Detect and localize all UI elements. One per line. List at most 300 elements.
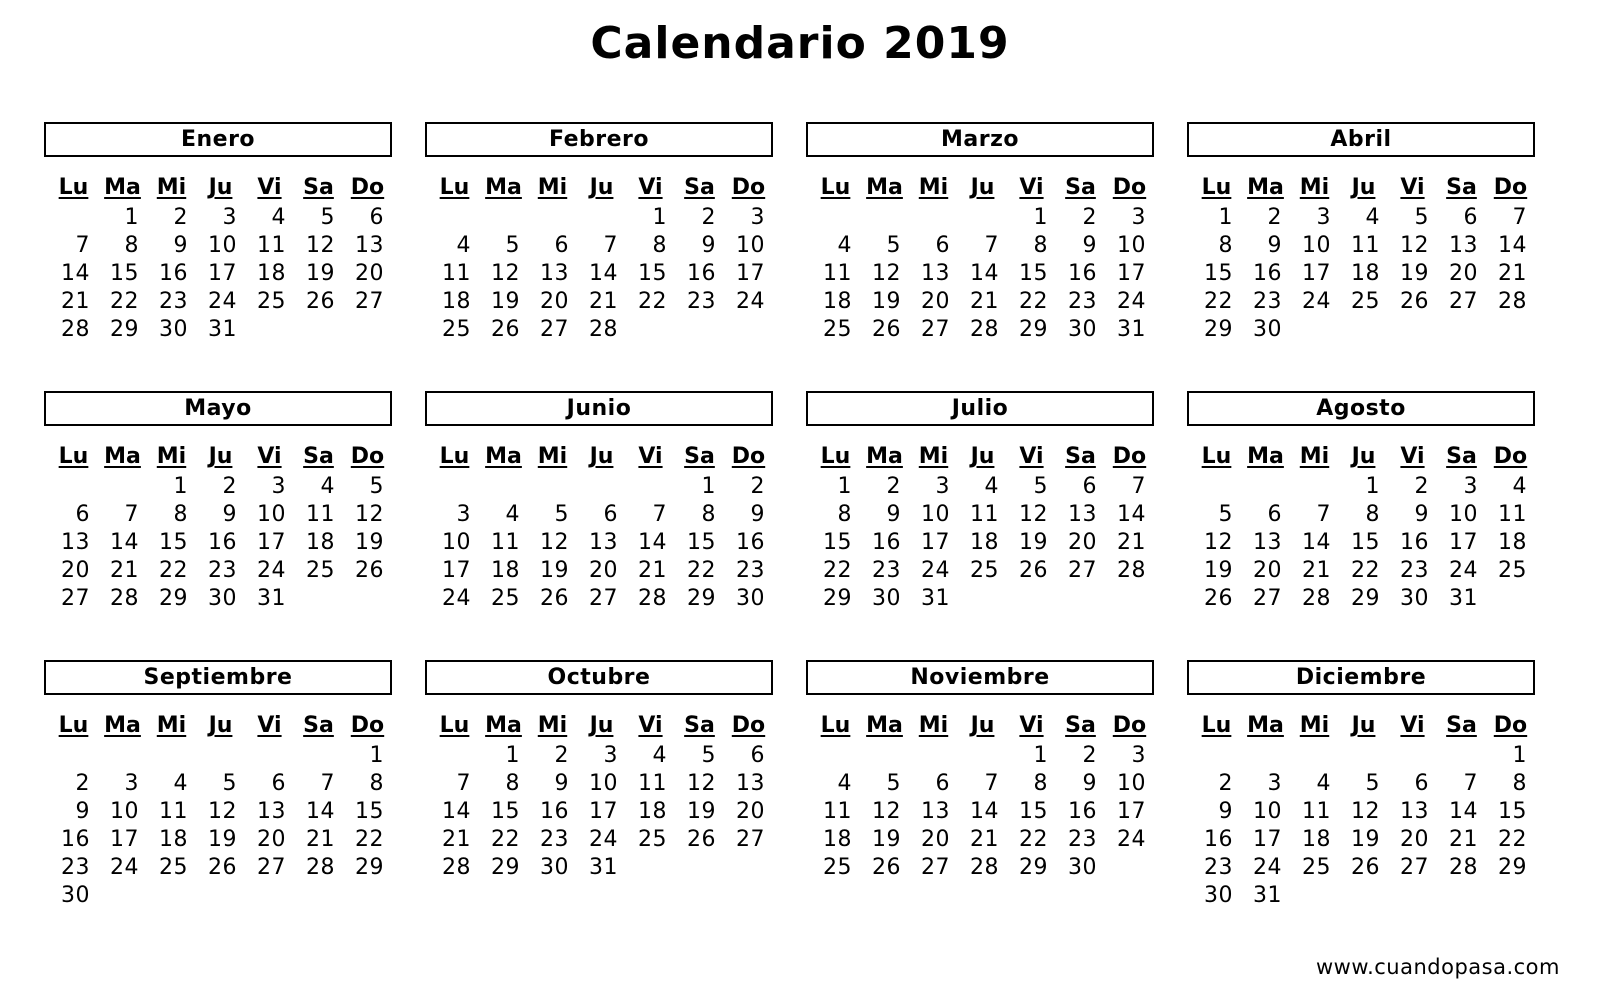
day-cell xyxy=(245,742,294,770)
day-cell: 11 xyxy=(970,502,999,527)
day-cell: 31 xyxy=(257,586,286,611)
day-cell: 1 xyxy=(1365,474,1380,499)
day-cell: 7 xyxy=(652,502,667,527)
day-cell xyxy=(909,742,958,770)
day-cell: 23 xyxy=(1068,289,1097,314)
day-cell: 1 xyxy=(1033,743,1048,768)
week-row xyxy=(49,501,392,529)
day-cell: 29 xyxy=(1351,586,1380,611)
day-cell: 18 xyxy=(306,530,335,555)
day-cell: 6 xyxy=(554,233,569,258)
month-block xyxy=(425,122,773,344)
day-cell: 21 xyxy=(638,558,667,583)
day-cell: 19 xyxy=(872,827,901,852)
day-cell: 30 xyxy=(159,317,188,342)
day-cell: 14 xyxy=(638,530,667,555)
day-cell: 14 xyxy=(970,261,999,286)
week-row xyxy=(430,288,773,316)
weekday-label: Lu xyxy=(439,175,470,200)
day-cell: 13 xyxy=(1253,530,1282,555)
day-cell xyxy=(196,882,245,910)
weekday-label: Sa xyxy=(684,444,715,469)
weekday-label: Do xyxy=(731,713,766,738)
day-cell: 27 xyxy=(540,317,569,342)
day-cell: 12 xyxy=(491,261,520,286)
day-cell xyxy=(724,316,773,344)
weekday-label: Ju xyxy=(589,175,614,200)
day-cell: 31 xyxy=(1253,883,1282,908)
day-cell: 5 xyxy=(505,233,520,258)
weekday-label: Lu xyxy=(820,713,851,738)
day-cell: 17 xyxy=(1449,530,1478,555)
day-cell: 23 xyxy=(1204,855,1233,880)
day-cell: 31 xyxy=(208,317,237,342)
day-cell xyxy=(479,473,528,501)
day-cell xyxy=(1388,882,1437,910)
day-cell: 31 xyxy=(1449,586,1478,611)
day-cell: 15 xyxy=(1351,530,1380,555)
week-row xyxy=(49,232,392,260)
week-row xyxy=(49,557,392,585)
day-cell: 24 xyxy=(1253,855,1282,880)
day-cell: 6 xyxy=(935,233,950,258)
month-block xyxy=(806,122,1154,344)
day-cell: 16 xyxy=(687,261,716,286)
week-row xyxy=(49,529,392,557)
day-cell: 26 xyxy=(1351,855,1380,880)
day-cell: 28 xyxy=(61,317,90,342)
weekday-label: Lu xyxy=(58,713,89,738)
day-cell: 25 xyxy=(823,855,852,880)
day-cell: 5 xyxy=(701,743,716,768)
weekday-label: Sa xyxy=(1065,713,1096,738)
day-cell: 1 xyxy=(124,205,139,230)
day-cell: 15 xyxy=(159,530,188,555)
day-cell xyxy=(626,854,675,882)
day-cell: 11 xyxy=(306,502,335,527)
week-row xyxy=(811,204,1154,232)
day-cell: 28 xyxy=(1449,855,1478,880)
day-cell xyxy=(245,316,294,344)
day-cell: 26 xyxy=(306,289,335,314)
day-cell: 29 xyxy=(355,855,384,880)
week-row xyxy=(811,232,1154,260)
day-cell: 26 xyxy=(687,827,716,852)
day-cell xyxy=(1437,742,1486,770)
day-cell: 23 xyxy=(540,827,569,852)
day-cell: 18 xyxy=(1351,261,1380,286)
day-cell: 6 xyxy=(935,771,950,796)
day-cell: 16 xyxy=(1068,799,1097,824)
day-cell: 25 xyxy=(638,827,667,852)
day-cell: 9 xyxy=(173,233,188,258)
day-cell: 20 xyxy=(921,289,950,314)
day-cell: 22 xyxy=(1019,827,1048,852)
day-cell: 5 xyxy=(1033,474,1048,499)
day-cell xyxy=(1192,742,1241,770)
day-cell: 13 xyxy=(355,233,384,258)
day-cell: 3 xyxy=(222,205,237,230)
weekday-row xyxy=(811,441,1154,473)
week-row xyxy=(49,316,392,344)
day-cell: 2 xyxy=(554,743,569,768)
month-header: Noviembre xyxy=(806,660,1154,695)
day-cell: 27 xyxy=(1068,558,1097,583)
weekday-label: Ma xyxy=(1247,713,1284,738)
day-cell xyxy=(811,742,860,770)
day-cell: 30 xyxy=(61,883,90,908)
day-cell: 19 xyxy=(687,799,716,824)
week-row xyxy=(811,316,1154,344)
week-row xyxy=(49,854,392,882)
day-cell: 27 xyxy=(1449,289,1478,314)
week-row xyxy=(49,585,392,613)
day-cell xyxy=(860,742,909,770)
week-row xyxy=(1192,501,1535,529)
day-cell xyxy=(49,473,98,501)
day-cell: 3 xyxy=(1131,205,1146,230)
day-cell: 28 xyxy=(970,855,999,880)
weekday-label: Ju xyxy=(208,175,233,200)
day-cell: 8 xyxy=(505,771,520,796)
weekday-row xyxy=(811,710,1154,742)
day-cell: 18 xyxy=(257,261,286,286)
day-cell: 23 xyxy=(687,289,716,314)
day-cell: 16 xyxy=(872,530,901,555)
day-cell: 21 xyxy=(110,558,139,583)
weekday-label: Mi xyxy=(918,713,949,738)
day-cell: 12 xyxy=(687,771,716,796)
day-cell: 9 xyxy=(1082,233,1097,258)
weekday-label: Mi xyxy=(537,175,568,200)
day-cell: 18 xyxy=(1498,530,1527,555)
footer-url[interactable]: www.cuandopasa.com xyxy=(1315,955,1560,979)
day-cell: 9 xyxy=(886,502,901,527)
day-cell: 13 xyxy=(61,530,90,555)
week-row xyxy=(430,798,773,826)
week-row xyxy=(811,557,1154,585)
day-cell: 12 xyxy=(208,799,237,824)
day-cell: 25 xyxy=(1302,855,1331,880)
day-cell xyxy=(1486,585,1535,613)
day-cell: 28 xyxy=(1117,558,1146,583)
weekday-label: Mi xyxy=(1299,444,1330,469)
day-cell: 15 xyxy=(638,261,667,286)
weekday-label: Ju xyxy=(970,713,995,738)
day-cell: 30 xyxy=(1068,317,1097,342)
weekday-label: Ju xyxy=(589,713,614,738)
day-cell: 2 xyxy=(222,474,237,499)
day-cell: 12 xyxy=(1019,502,1048,527)
week-row xyxy=(1192,826,1535,854)
day-cell: 25 xyxy=(491,586,520,611)
day-cell: 26 xyxy=(872,855,901,880)
week-row xyxy=(1192,316,1535,344)
day-cell: 27 xyxy=(1400,855,1429,880)
day-cell: 10 xyxy=(921,502,950,527)
week-row xyxy=(1192,529,1535,557)
day-cell: 22 xyxy=(491,827,520,852)
weekday-label: Ma xyxy=(104,175,141,200)
day-cell: 14 xyxy=(970,799,999,824)
day-cell xyxy=(1192,473,1241,501)
day-cell: 3 xyxy=(1316,205,1331,230)
day-cell: 28 xyxy=(110,586,139,611)
day-cell: 6 xyxy=(603,502,618,527)
day-cell xyxy=(1339,882,1388,910)
weekday-label: Vi xyxy=(257,175,282,200)
weekday-label: Vi xyxy=(638,713,663,738)
day-cell: 1 xyxy=(369,743,384,768)
week-row xyxy=(430,501,773,529)
day-cell: 25 xyxy=(306,558,335,583)
week-row xyxy=(811,742,1154,770)
day-cell: 16 xyxy=(1068,261,1097,286)
day-cell: 2 xyxy=(1082,743,1097,768)
day-cell: 29 xyxy=(823,586,852,611)
weekday-label: Do xyxy=(1493,175,1528,200)
day-cell xyxy=(98,473,147,501)
day-cell: 7 xyxy=(456,771,471,796)
day-cell: 28 xyxy=(306,855,335,880)
day-cell xyxy=(98,742,147,770)
day-cell: 4 xyxy=(984,474,999,499)
weekday-label: Sa xyxy=(303,175,334,200)
weekday-label: Mi xyxy=(1299,713,1330,738)
weekday-label: Vi xyxy=(1019,713,1044,738)
day-cell xyxy=(1437,882,1486,910)
day-cell: 10 xyxy=(208,233,237,258)
day-cell: 23 xyxy=(872,558,901,583)
day-cell: 23 xyxy=(736,558,765,583)
month-block xyxy=(1187,660,1535,910)
weekday-label: Lu xyxy=(439,444,470,469)
day-cell: 28 xyxy=(970,317,999,342)
day-cell: 12 xyxy=(872,799,901,824)
week-row xyxy=(1192,260,1535,288)
day-cell: 20 xyxy=(61,558,90,583)
weekday-label: Lu xyxy=(439,713,470,738)
day-cell: 5 xyxy=(1365,771,1380,796)
day-cell: 30 xyxy=(1400,586,1429,611)
day-cell: 8 xyxy=(1365,502,1380,527)
day-cell: 17 xyxy=(1117,261,1146,286)
day-cell: 19 xyxy=(355,530,384,555)
day-cell: 4 xyxy=(456,233,471,258)
week-row xyxy=(430,260,773,288)
day-cell: 13 xyxy=(1068,502,1097,527)
day-cell: 28 xyxy=(1498,289,1527,314)
day-cell: 2 xyxy=(750,474,765,499)
day-cell xyxy=(811,204,860,232)
day-cell: 1 xyxy=(701,474,716,499)
week-row xyxy=(430,316,773,344)
day-cell xyxy=(196,742,245,770)
page-title: Calendario 2019 xyxy=(590,18,1010,69)
weekday-label: Do xyxy=(350,175,385,200)
day-cell: 15 xyxy=(1019,261,1048,286)
weekday-label: Ma xyxy=(485,175,522,200)
day-cell: 24 xyxy=(1117,289,1146,314)
day-cell: 6 xyxy=(75,502,90,527)
day-cell: 23 xyxy=(61,855,90,880)
day-cell: 23 xyxy=(208,558,237,583)
day-cell: 2 xyxy=(1218,771,1233,796)
day-cell: 24 xyxy=(736,289,765,314)
day-cell: 25 xyxy=(1498,558,1527,583)
day-cell: 22 xyxy=(355,827,384,852)
month-block xyxy=(425,391,773,613)
day-cell: 16 xyxy=(1400,530,1429,555)
day-cell: 3 xyxy=(750,205,765,230)
week-row xyxy=(49,288,392,316)
day-cell: 28 xyxy=(442,855,471,880)
day-cell: 1 xyxy=(1512,743,1527,768)
weekday-label: Ju xyxy=(208,713,233,738)
day-cell xyxy=(909,204,958,232)
day-cell: 29 xyxy=(491,855,520,880)
day-cell: 7 xyxy=(1512,205,1527,230)
day-cell: 18 xyxy=(159,827,188,852)
day-cell: 18 xyxy=(823,289,852,314)
day-cell: 26 xyxy=(540,586,569,611)
day-cell: 14 xyxy=(442,799,471,824)
week-row xyxy=(811,501,1154,529)
day-cell: 19 xyxy=(1400,261,1429,286)
week-row xyxy=(430,473,773,501)
day-cell: 7 xyxy=(984,233,999,258)
day-cell: 6 xyxy=(369,205,384,230)
week-row xyxy=(811,798,1154,826)
day-cell: 4 xyxy=(271,205,286,230)
day-cell: 27 xyxy=(1253,586,1282,611)
day-cell: 7 xyxy=(124,502,139,527)
weekday-label: Sa xyxy=(1446,444,1477,469)
weekday-label: Mi xyxy=(537,713,568,738)
day-cell: 9 xyxy=(1082,771,1097,796)
weekday-label: Do xyxy=(731,444,766,469)
day-cell: 27 xyxy=(257,855,286,880)
day-cell: 24 xyxy=(257,558,286,583)
day-cell: 29 xyxy=(1019,317,1048,342)
week-row xyxy=(49,882,392,910)
day-cell: 22 xyxy=(1351,558,1380,583)
day-cell: 27 xyxy=(61,586,90,611)
day-cell xyxy=(98,882,147,910)
day-cell xyxy=(430,204,479,232)
week-row xyxy=(811,585,1154,613)
day-cell: 9 xyxy=(1267,233,1282,258)
week-row xyxy=(1192,585,1535,613)
weekday-label: Do xyxy=(1493,444,1528,469)
day-cell: 4 xyxy=(837,233,852,258)
weekday-label: Ma xyxy=(866,175,903,200)
weekday-label: Ma xyxy=(485,713,522,738)
month-header: Octubre xyxy=(425,660,773,695)
day-cell xyxy=(1007,585,1056,613)
day-cell xyxy=(430,742,479,770)
week-row xyxy=(430,854,773,882)
weekday-label: Ma xyxy=(104,713,141,738)
day-cell: 21 xyxy=(442,827,471,852)
day-cell: 5 xyxy=(320,205,335,230)
week-row xyxy=(1192,854,1535,882)
weekday-label: Sa xyxy=(684,175,715,200)
weekday-label: Mi xyxy=(918,444,949,469)
day-cell xyxy=(49,204,98,232)
day-cell: 4 xyxy=(1365,205,1380,230)
day-cell: 8 xyxy=(1218,233,1233,258)
month-block xyxy=(44,660,392,910)
day-cell xyxy=(1105,585,1154,613)
day-cell: 24 xyxy=(1449,558,1478,583)
day-cell: 9 xyxy=(554,771,569,796)
week-row xyxy=(430,232,773,260)
day-cell: 1 xyxy=(1033,205,1048,230)
day-cell: 30 xyxy=(208,586,237,611)
weekday-row xyxy=(430,710,773,742)
day-cell: 9 xyxy=(222,502,237,527)
day-cell: 8 xyxy=(701,502,716,527)
day-cell: 17 xyxy=(736,261,765,286)
day-cell: 30 xyxy=(872,586,901,611)
day-cell: 1 xyxy=(505,743,520,768)
weekday-label: Ju xyxy=(208,444,233,469)
day-cell: 9 xyxy=(701,233,716,258)
week-row xyxy=(430,529,773,557)
day-cell: 16 xyxy=(736,530,765,555)
month-block xyxy=(44,391,392,613)
day-cell xyxy=(626,473,675,501)
day-cell: 15 xyxy=(110,261,139,286)
week-row xyxy=(430,742,773,770)
day-cell: 4 xyxy=(837,771,852,796)
day-cell: 18 xyxy=(1302,827,1331,852)
day-cell xyxy=(958,204,1007,232)
day-cell xyxy=(343,585,392,613)
day-cell xyxy=(1437,316,1486,344)
day-cell xyxy=(1290,882,1339,910)
day-cell: 4 xyxy=(505,502,520,527)
day-cell: 20 xyxy=(1253,558,1282,583)
day-cell: 12 xyxy=(1351,799,1380,824)
day-cell: 3 xyxy=(1131,743,1146,768)
day-cell: 22 xyxy=(638,289,667,314)
day-cell: 19 xyxy=(306,261,335,286)
day-cell: 18 xyxy=(638,799,667,824)
week-row xyxy=(430,204,773,232)
day-cell: 5 xyxy=(369,474,384,499)
day-cell: 10 xyxy=(1449,502,1478,527)
week-row xyxy=(1192,742,1535,770)
weekday-label: Vi xyxy=(638,444,663,469)
day-cell: 13 xyxy=(736,771,765,796)
day-cell: 21 xyxy=(1117,530,1146,555)
day-cell: 7 xyxy=(320,771,335,796)
day-cell: 26 xyxy=(1204,586,1233,611)
weekday-label: Vi xyxy=(257,713,282,738)
day-cell: 7 xyxy=(1316,502,1331,527)
week-row xyxy=(1192,204,1535,232)
day-cell: 8 xyxy=(124,233,139,258)
day-cell: 19 xyxy=(491,289,520,314)
day-cell: 22 xyxy=(159,558,188,583)
day-cell: 13 xyxy=(589,530,618,555)
weekday-label: Lu xyxy=(820,444,851,469)
day-cell: 30 xyxy=(1204,883,1233,908)
day-cell: 20 xyxy=(1400,827,1429,852)
day-cell: 9 xyxy=(1218,799,1233,824)
